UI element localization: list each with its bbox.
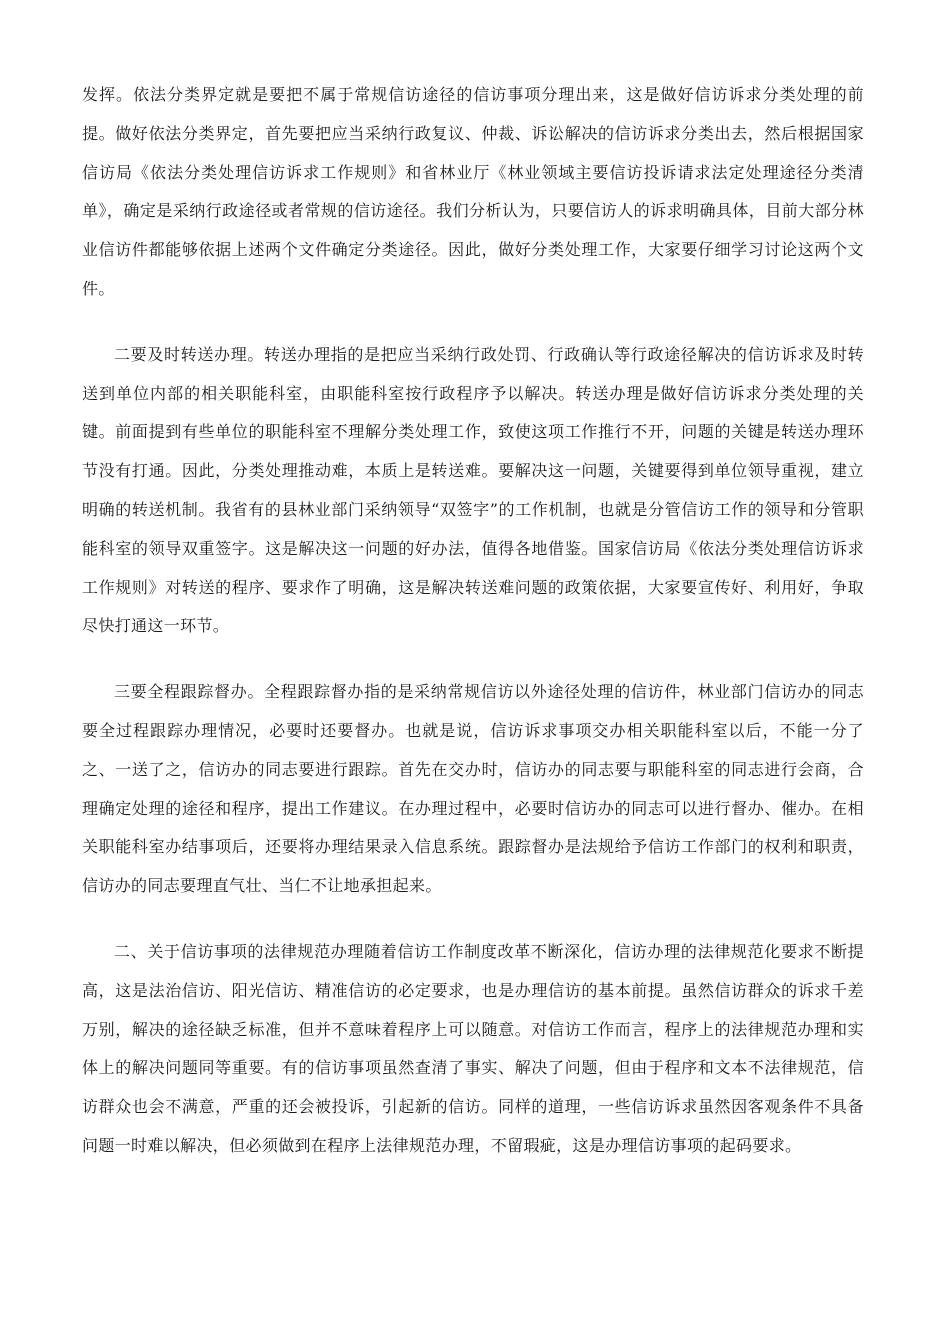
paragraph-transfer-handling: 二要及时转送办理。转送办理指的是把应当采纳行政处罚、行政确认等行政途径解决的信访诉求及时转送到单位内部的相关职能科室，由职能科室按行政程序予以解决。转送办理是做好信访诉求分类处理的关键。前面提到有些单位的职能科室不理解分类处理工作，致使这项工作推行不开，问题的关键是转送办理环节没有打通。因此，分类处理推动难，本质上是转送难。要解决这一问题，关键要得到单位领导重视，建立明确的转送机制。我省有的县林业部门采纳领导“双签字”的工作机制，也就是分管信访工作的领导和分管职能科室的领导双重签字。这是解决这一问题的好办法，值得各地借鉴。国家信访局《依法分类处理信访诉求工作规则》对转送的程序、要求作了明确，这是解决转送难问题的政策依据，大家要宣传好、利用好，争取尽快打通这一环节。 (82, 344, 864, 636)
paragraph-legal-standard-handling: 二、关于信访事项的法律规范办理随着信访工作制度改革不断深化，信访办理的法律规范化要求不断提高，这是法治信访、阳光信访、精准信访的必定要求，也是办理信访的基本前提。虽然信访群众的诉求千差万别，解决的途径缺乏标准，但并不意味着程序上可以随意。对信访工作而言，程序上的法律规范办理和实体上的解决问题同等重要。有的信访事项虽然查清了事实、解决了问题，但由于程序和文本不法律规范，信访群众也会不满意，严重的还会被投诉，引起新的信访。同样的道理，一些信访诉求虽然因客观条件不具备问题一时难以解决，但必须做到在程序上法律规范办理，不留瑕疵，这是办理信访事项的起码要求。 (82, 941, 864, 1155)
document-body (82, 76, 864, 1193)
paragraph-continuation: 发挥。依法分类界定就是要把不属于常规信访途径的信访事项分理出来，这是做好信访诉求分类处理的前提。做好依法分类界定，首先要把应当采纳行政复议、仲裁、诉讼解决的信访诉求分类出去，然后根据国家信访局《依法分类处理信访诉求工作规则》和省林业厅《林业领域主要信访投诉请求法定处理途径分类清单》，确定是采纳行政途径或者常规的信访途径。我们分析认为，只要信访人的诉求明确具体，目前大部分林业信访件都能够依据上述两个文件确定分类途径。因此，做好分类处理工作，大家要仔细学习讨论这两个文件。 (82, 85, 864, 298)
paragraph-tracking-supervision: 三要全程跟踪督办。全程跟踪督办指的是采纳常规信访以外途径处理的信访件，林业部门信访办的同志要全过程跟踪办理情况，必要时还要督办。也就是说，信访诉求事项交办相关职能科室以后，不能一分了之、一送了之，信访办的同志要进行跟踪。首先在交办时，信访办的同志要与职能科室的同志进行会商，合理确定处理的途径和程序，提出工作建议。在办理过程中，必要时信访办的同志可以进行督办、催办。在相关职能科室办结事项后，还要将办理结果录入信息系统。跟踪督办是法规给予信访工作部门的权利和职责，信访办的同志要理直气壮、当仁不让地承担起来。 (82, 682, 864, 896)
